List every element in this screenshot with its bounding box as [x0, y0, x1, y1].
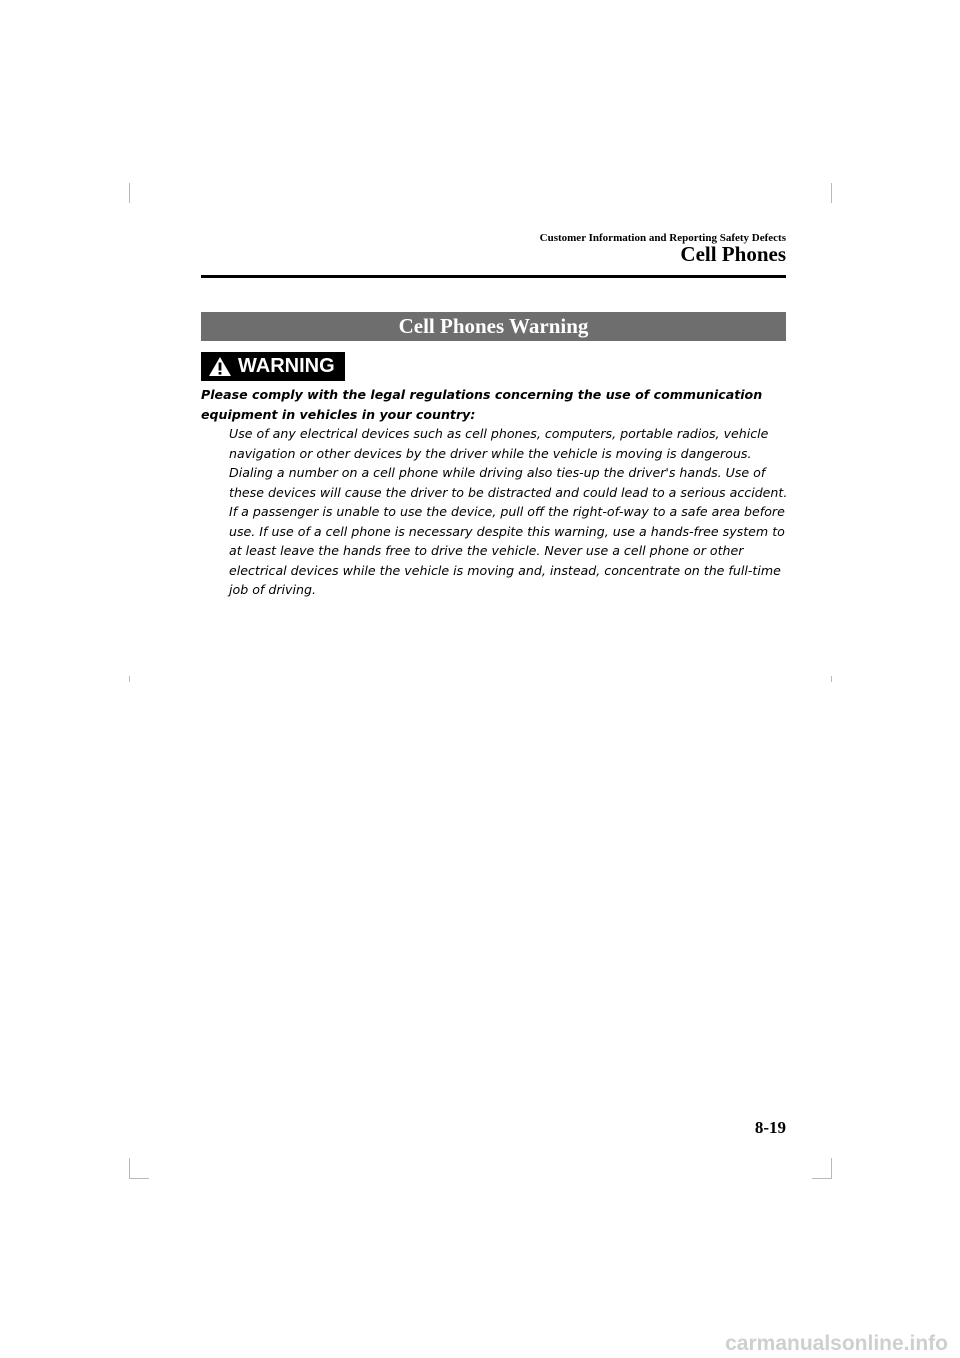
crop-mark	[831, 1158, 832, 1178]
exclamation-icon	[208, 356, 232, 377]
crop-mark	[129, 676, 130, 682]
warning-lead-text: Please comply with the legal regulations concerning the use of communication equipment in vehicles in your country:	[201, 387, 763, 422]
warning-badge	[201, 352, 345, 381]
header-rule	[201, 275, 786, 278]
warning-body-text: Use of any electrical devices such as cell phones, computers, portable radios, vehicle navigation or other devices by the driver while the vehicle is moving is dangerous. Dialing a number on a cell phone while driving also ties-up the driver's hands. Use of these devices will cause the driver to be distracted and could lead to a serious accident. If a passenger is unable to use the device, pull off the right-of-way to a safe area before use. If use of a cell phone is necessary despite this warning, use a hands-free system to at least leave the hands free to drive the vehicle. Never use a cell phone or other electrical devices while the vehicle is moving and, instead, concentrate on the full-time job of driving.	[229, 426, 788, 597]
page-number: 8-19	[754, 1118, 786, 1137]
crop-mark	[129, 1158, 130, 1178]
watermark	[0, 1330, 960, 1358]
crop-mark	[831, 676, 832, 682]
crop-mark	[129, 183, 130, 203]
running-header-section: Customer Information and Reporting Safety Defects	[539, 232, 786, 244]
running-header-title: Cell Phones	[680, 242, 786, 266]
crop-mark	[129, 1178, 149, 1179]
crop-mark	[831, 183, 832, 203]
section-heading: Cell Phones Warning	[201, 312, 786, 341]
crop-mark	[812, 1178, 832, 1179]
warning-label: WARNING	[238, 355, 335, 377]
watermark-text: carmanualsonline.info	[725, 1332, 948, 1355]
